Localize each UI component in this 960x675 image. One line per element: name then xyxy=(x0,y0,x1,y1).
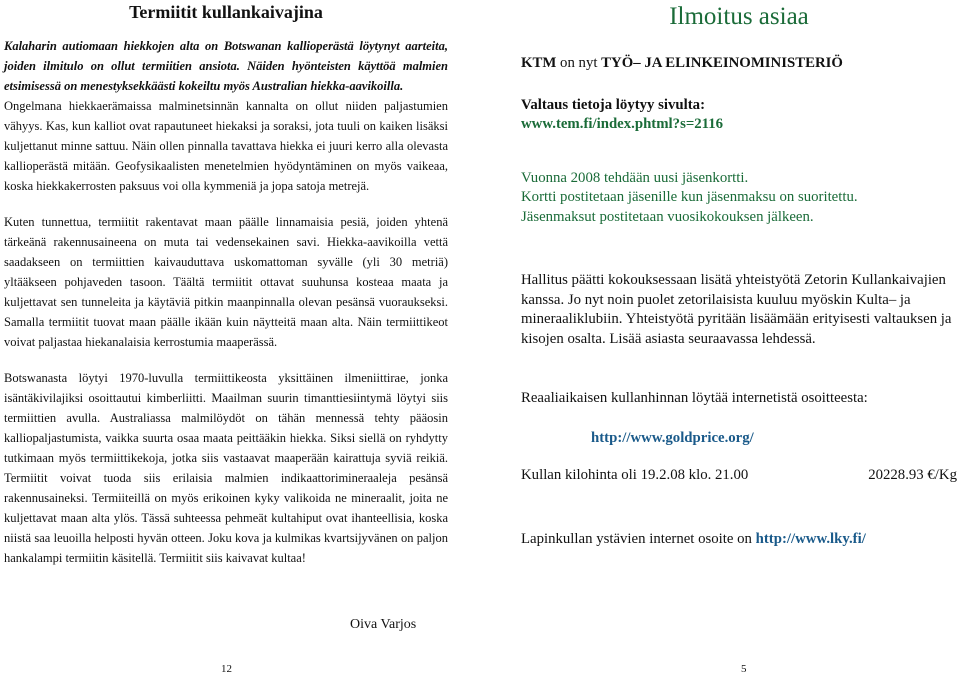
valtaus-line: Valtaus tietoja löytyy sivulta: xyxy=(521,96,705,113)
article-title: Termiitit kullankaivajina xyxy=(129,2,323,22)
valtaus-info xyxy=(521,96,957,135)
ktm-mid: on nyt xyxy=(556,55,602,71)
gold-price-intro: Reaaliaikaisen kullanhinnan löytää internetistä osoitteesta: xyxy=(521,390,868,406)
ktm-prefix: KTM xyxy=(521,55,557,71)
member-line-2: Kortti postitetaan jäsenille kun jäsenmaksu on suoritettu. xyxy=(521,189,858,205)
goldprice-link[interactable]: http://www.goldprice.org/ xyxy=(591,429,754,446)
price-label: Kullan kilohinta oli 19.2.08 klo. 21.00 xyxy=(521,467,749,483)
right-page xyxy=(521,0,957,549)
ministry-name: TYÖ– JA ELINKEINOMINISTERIÖ xyxy=(601,55,843,71)
page-number-right: 5 xyxy=(741,663,747,675)
left-page xyxy=(4,0,448,584)
notice-title: Ilmoitus asiaa xyxy=(669,3,809,30)
article-paragraph-3: Botswanasta löytyi 1970-luvulla termiittikeosta yksittäinen ilmeniittirae, jonka isäntäkivilajiksi osoittautui kimberliitti. Maailman suurin timanttiesiintymä löytyi siis termiittien avulla. Australiassa malmilöydöt on tähän mennessä tehty pääosin kalliopaljastumista, vaikka suurta osaa maata peittääkin hiekka. Siksi siellä on ryhdytty tutkimaan myös termiittikekoja, jotka siis vastaavat maaperään kairattuja syviä reikiä. Termiitit voivat tuoda siis erilaisia malmien indikaattorimineraaleja pesänsä rakennusaineksi. Termiiteillä on myös erikoinen kyky valikoida ne mineraalit, joita ne kuljettavat maan alta ylös. Tässä suhteessa pehmeät kultahiput ovat ihanteellisia, koska niistä saa leuoilla helposti hyvän otteen. Joku kova ja kulmikas kvartsijyvänen on paljon hankalampi termiitin käsitellä. Termiitit siis kaivavat kultaa! xyxy=(4,371,448,565)
page-number-left: 12 xyxy=(221,663,232,675)
membership-notice xyxy=(521,169,957,228)
article-paragraph-1: Ongelmana hiekkaerämaissa malminetsinnän kannalta on ollut niiden paljastumien vähyys. Kas, kun kalliot ovat rapautuneet hiekaksi ja soraksi, jota tuuli on kaiken lisäksi kuljettanut minne sattuu. Näin ollen pinnalla tavattava hiekka ei juuri kerro alla olevasta kallioperästä mitään. Geofysikaalisten menetelmien hyödyntäminen on myös vaikeaa, koska hiekkakerrosten paksuus voi olla kymmeniä ja jopa satoja metrejä. xyxy=(4,99,448,193)
lky-link[interactable]: http://www.lky.fi/ xyxy=(755,530,866,547)
board-decision: Hallitus päätti kokouksessaan lisätä yhteistyötä Zetorin Kullankaivajien kanssa. Jo nyt noin puolet zetorilaisista kuuluu myöskin Kulta– ja mineraaliklubiin. Yhteistyötä pyritään lisäämään erityisesti valtauksen ja kisojen osalta. Lisää asiasta seuraavassa lehdessä. xyxy=(521,272,952,347)
member-line-3: Jäsenmaksut postitetaan vuosikokouksen jälkeen. xyxy=(521,208,814,225)
article-intro: Kalaharin autiomaan hiekkojen alta on Botswanan kallioperästä löytynyt aarteita, joiden ilmitulo on ollut termiitien ansiota. Näiden hyönteisten käyttöä malmien etsimisessä on menestyksekkäästi kokeiltu myös Australian hiekka-aavikoilla. xyxy=(4,39,448,93)
lapinkulta-text: Lapinkullan ystävien internet osoite on xyxy=(521,530,756,547)
ktm-notice xyxy=(521,54,957,74)
member-line-1: Vuonna 2008 tehdään uusi jäsenkortti. xyxy=(521,169,749,186)
author-signature: Oiva Varjos xyxy=(350,617,417,632)
lapinkulta-line xyxy=(521,530,957,550)
price-value: 20228.93 €/Kg xyxy=(868,467,957,483)
article-paragraph-2: Kuten tunnettua, termiitit rakentavat maan päälle linnamaisia pesiä, joiden yhtenä tärkeänä rakennusaineena on muta tai vedensekainen savi. Hiekka-aavikoilla vettä saadakseen on termiittien kaivauduttava uskomattoman syvälle (yli 30 metriä) yltääkseen pohjaveden tasoon. Täältä termiitit ottavat suuhunsa kosteaa maata ja kuljettavat sen tunneleita ja käytäviä pitkin maanpinnalla olevan pesänsä vuoraukseksi. Samalla termiitit tuovat maan päälle ikään kuin näytteitä maan alta. Näin termiittikeot voivat paljastaa hiekanalaisia kerrostumia maaperässä. xyxy=(4,215,448,349)
valtaus-link[interactable]: www.tem.fi/index.phtml?s=2116 xyxy=(521,116,724,132)
gold-price-row xyxy=(521,466,957,486)
